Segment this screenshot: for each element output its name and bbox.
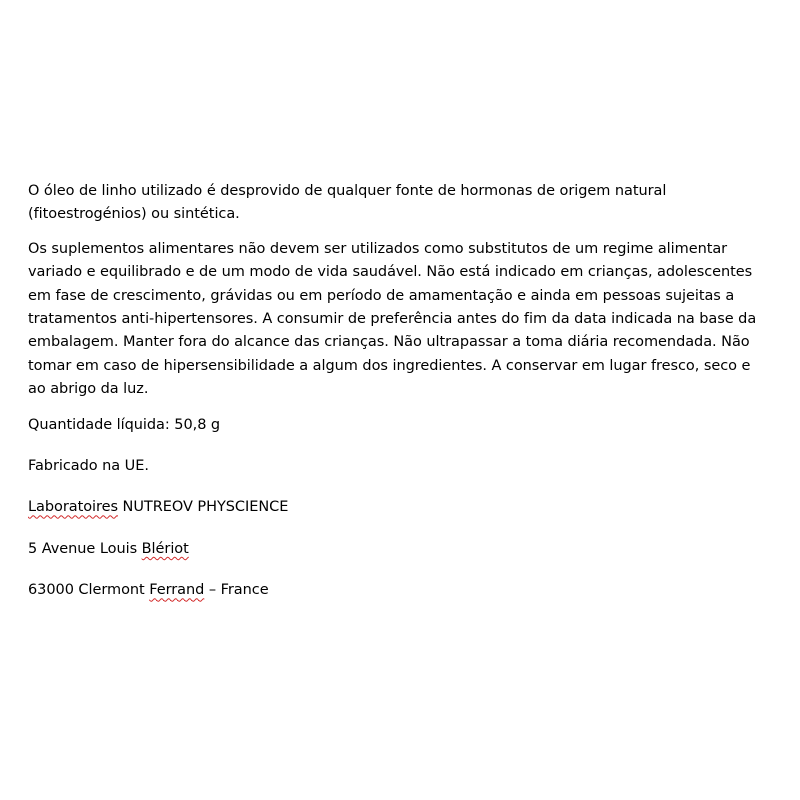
company-line xyxy=(28,496,758,519)
street-name-misspelled: Blériot xyxy=(141,540,189,557)
hormone-notice-paragraph: O óleo de linho utilizado é desprovido de qualquer fonte de hormonas de origem natural (fitoestrogénios) ou sintética. xyxy=(28,183,667,223)
made-in-line: Fabricado na UE. xyxy=(28,458,149,475)
city-prefix: 63000 Clermont xyxy=(28,582,150,599)
city-suffix: – France xyxy=(204,582,269,599)
net-quantity-line: Quantidade líquida: 50,8 g xyxy=(28,416,221,433)
company-name-rest: NUTREOV PHYSCIENCE xyxy=(118,499,289,516)
warnings-paragraph: Os suplementos alimentares não devem ser utilizados como substitutos de um regime alimentar variado e equilibrado e de um modo de vida saudável. Não está indicado em crianças, adolescentes em fase de crescimento, grávidas ou em período de amamentação e ainda em pessoas sujeitas a tratamentos anti-hipertensores. A consumir de preferência antes do fim da data indicada na base da embalagem. Manter fora do alcance das crianças. Não ultrapassar a toma diária recomendada. Não tomar em caso de hipersensibilidade a algum dos ingredientes. A conservar em lugar fresco, seco e ao abrigo da luz. xyxy=(28,240,757,398)
city-line xyxy=(28,579,758,602)
city-name-misspelled: Ferrand xyxy=(149,582,205,599)
street-prefix: 5 Avenue Louis xyxy=(28,540,142,557)
company-name-misspelled: Laboratoires xyxy=(28,499,118,516)
document-body xyxy=(28,180,758,621)
street-line xyxy=(28,538,758,561)
